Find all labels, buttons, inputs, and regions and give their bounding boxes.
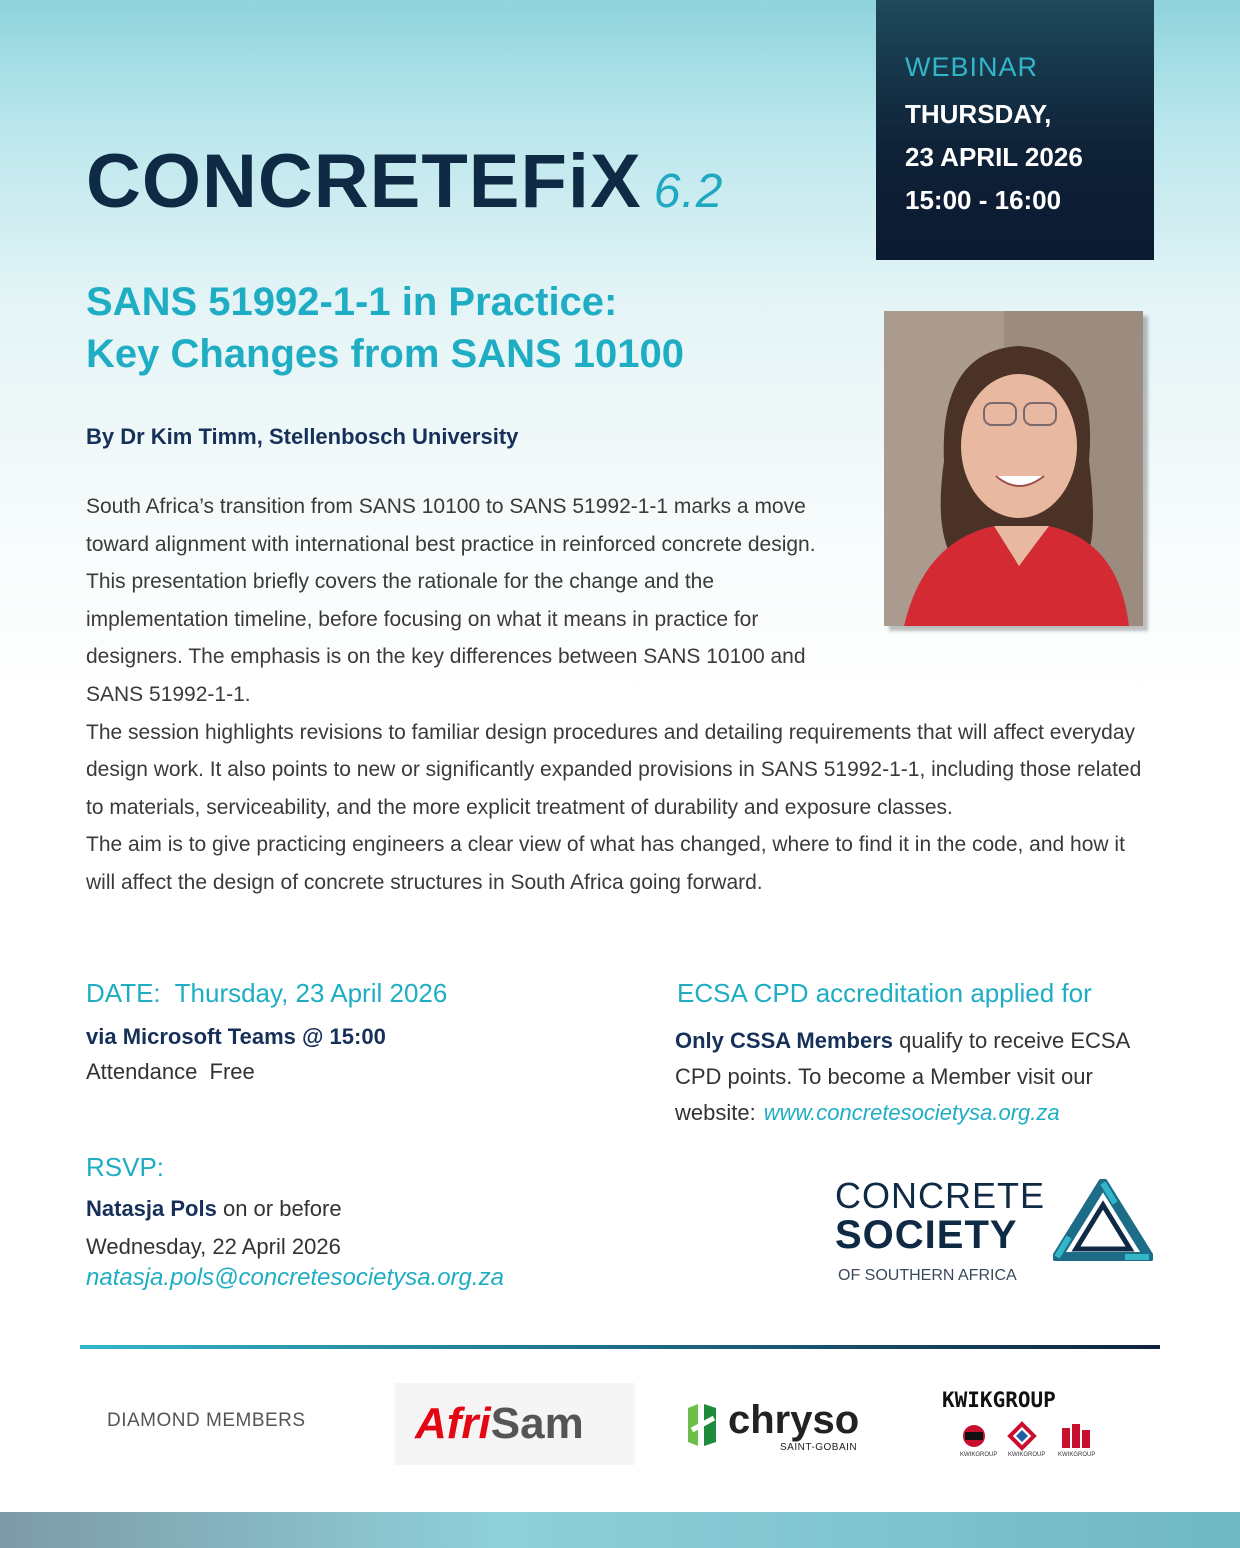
kwikgroup-brands-icon	[940, 1420, 1110, 1456]
webinar-day: THURSDAY,	[905, 99, 1052, 129]
brand-name: CONCRETEFiX	[86, 139, 642, 224]
byline: By Dr Kim Timm, Stellenbosch University	[86, 424, 519, 449]
brand-version: 6.2	[653, 165, 724, 218]
webinar-label: WEBINAR	[905, 52, 1039, 82]
bottom-band	[0, 1512, 1240, 1548]
description-paragraph-3: The aim is to give practicing engineers a clear view of what has changed, where to find it in the code, and how it will affect the design of concrete structures in South Africa going forward.	[86, 833, 1125, 894]
society-logo-word-3: OF SOUTHERN AFRICA	[838, 1267, 1017, 1284]
date-value: Thursday, 23 April 2026	[174, 978, 448, 1008]
chryso-subtext: SAINT-GOBAIN	[780, 1442, 858, 1453]
headline-line-1: SANS 51992-1-1 in Practice:	[86, 280, 618, 324]
ecsa-text: qualify to receive ECSA CPD points. To become a Member visit our website:	[675, 1028, 1130, 1125]
event-platform: via Microsoft Teams @ 15:00	[86, 1024, 386, 1049]
society-logo-word-1: CONCRETE	[835, 1175, 1046, 1216]
rsvp-label: RSVP:	[86, 1152, 165, 1182]
society-logo-word-2: SOCIETY	[835, 1213, 1018, 1257]
chryso-wordmark: chryso	[728, 1398, 860, 1442]
ecsa-title: ECSA CPD accreditation applied for	[677, 978, 1092, 1008]
afrisam-logo-part-1: Afri	[415, 1399, 491, 1448]
kwik-sub-2: KWIKGROUP	[1008, 1452, 1046, 1458]
rsvp-email-link[interactable]: natasja.pols@concretesocietysa.org.za	[86, 1264, 504, 1291]
rsvp-info	[86, 1190, 342, 1266]
rsvp-deadline: Wednesday, 22 April 2026	[86, 1234, 341, 1259]
website-link[interactable]: www.concretesocietysa.org.za	[763, 1100, 1060, 1125]
chryso-logo	[684, 1398, 884, 1458]
ecsa-info	[675, 1023, 1175, 1131]
description-paragraph-2: The session highlights revisions to familiar design procedures and detailing requirements that will affect everyday design work. It also points to new or significantly expanded provisions in SANS 51992-1-1, including those related to materials, serviceability, and the more explicit treatment of durability and exposure classes.	[86, 720, 1142, 819]
date-label: DATE:	[86, 978, 161, 1008]
webinar-date: 23 APRIL 2026	[905, 142, 1083, 172]
description	[86, 488, 1146, 902]
headline	[86, 276, 846, 380]
webinar-info-box	[876, 0, 1154, 260]
kwik-sub-1: KWIKGROUP	[960, 1452, 998, 1458]
ecsa-members-note: Only CSSA Members	[675, 1028, 894, 1053]
brand-title	[86, 138, 723, 225]
rsvp-name: Natasja Pols	[86, 1196, 217, 1221]
kwikgroup-wordmark: KWIKGROUP	[942, 1388, 1056, 1412]
footer-divider	[80, 1345, 1160, 1349]
kwik-sub-3: KWIKGROUP	[1058, 1452, 1096, 1458]
description-paragraph-1: South Africa’s transition from SANS 10100 to SANS 51992-1-1 marks a move toward alignment with international best practice in reinforced concrete design. This presentation briefly covers the rationale for the change and the implementation timeline, before focusing on what it means in practice for designers. The emphasis is on the key differences between SANS 10100 and SANS 51992-1-1.	[86, 495, 816, 706]
afrisam-logo-part-2: Sam	[490, 1399, 584, 1448]
headline-line-2: Key Changes from SANS 10100	[86, 332, 685, 376]
afrisam-logo	[395, 1383, 635, 1465]
society-triangle-icon	[1053, 1179, 1153, 1261]
diamond-members-label: DIAMOND MEMBERS	[107, 1410, 306, 1431]
concrete-society-logo	[835, 1175, 1165, 1290]
kwikgroup-logo	[940, 1388, 1110, 1468]
chryso-mark-icon	[684, 1400, 722, 1450]
rsvp-text: on or before	[216, 1196, 342, 1221]
webinar-time: 15:00 - 16:00	[905, 185, 1062, 215]
event-date	[86, 978, 447, 1009]
event-attendance: Attendance Free	[86, 1059, 255, 1084]
